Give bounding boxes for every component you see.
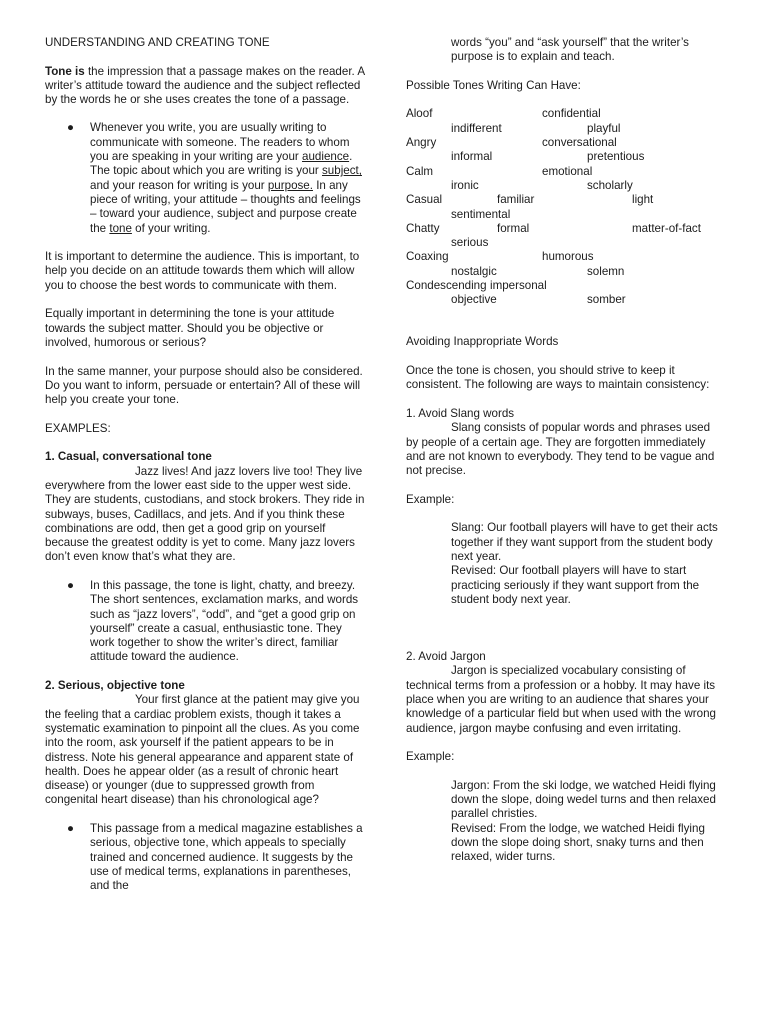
right-column: [406, 36, 724, 865]
example-1-passage: Jazz lives! And jazz lovers live too! They live everywhere from the lower east side to the upper west side. They are students, custodians, and stock brokers. They ride in subways, buses, Cadillacs, and jets. And if you think these combinations are odd, then get a good grip on yourself because the greatest oddity is yet to come. Many jazz lovers don’t even know that’s what they are.: [45, 464, 365, 564]
tone-word: playful: [587, 121, 621, 135]
intro-text: Whenever you write, you are usually writing to communicate with someone. The readers to whom you are speaking in your writing are your: [90, 121, 350, 164]
paragraph-subject: Equally important in determining the tone is your attitude towards the subject matter. Should you be objective or involved, humorous or serious?: [45, 307, 335, 349]
tone-word: emotional: [542, 164, 593, 178]
term-purpose: purpose.: [267, 178, 313, 192]
tones-heading: Possible Tones Writing Can Have:: [406, 78, 581, 92]
tone-word: Chatty: [406, 221, 440, 235]
tone-word: pretentious: [587, 150, 645, 164]
avoid-heading: Avoiding Inappropriate Words: [406, 335, 559, 349]
tone-word: matter-of-fact: [632, 221, 701, 235]
tone-word: Coaxing: [406, 250, 449, 264]
jargon-example: Jargon: From the ski lodge, we watched Heidi flying down the slope, doing wedel turns and then relaxed parallel christies.: [451, 778, 716, 821]
slang-revised: Revised: Our football players will have to start practicing seriously if they want support from the student body next year.: [451, 564, 700, 606]
tone-word: somber: [587, 293, 626, 307]
tone-word: humorous: [542, 250, 594, 264]
left-column: [45, 36, 365, 894]
tone-word: conversational: [542, 136, 617, 150]
tone-word: Aloof: [406, 107, 433, 121]
slang-description: Slang consists of popular words and phrases used by people of a certain age. They are forgotten immediately and are not known to everybody. They tend to be vague and not precise.: [406, 421, 715, 478]
example-1-bullet: [45, 579, 365, 665]
example-2-passage: Your first glance at the patient may give you the feeling that a cardiac problem exists, though it takes a systematic examination to pinpoint all the clues. As you come into the room, ask yourself if the patient appears to be in distress. Note his general appearance and apparent state of health. Does he appear older (as a result of chronic heart disease) or younger (due to suppressed growth from congenital heart disease) than his chronological age?: [45, 693, 360, 807]
intro-text: . The topic about which you are writing is your: [90, 150, 353, 178]
document-heading: UNDERSTANDING AND CREATING TONE: [45, 36, 270, 49]
example-2-bullet: [45, 822, 365, 893]
jargon-description: Jargon is specialized vocabulary consisting of technical terms from a profession or a hobby. It may have its place when you are writing to an audience that shares your knowledge of a particular field but when used with the wrong audience, jargon maybe confusing and even irritating.: [406, 664, 716, 735]
tone-word: sentimental: [451, 207, 511, 221]
tone-term: Tone is: [45, 64, 85, 78]
intro-text: In any piece of writing, your attitude – thoughts and feelings – toward your audience, subject and purpose create the: [90, 178, 361, 235]
example-2-title: 2. Serious, objective tone: [45, 679, 185, 693]
jargon-example-label: Example:: [406, 750, 455, 764]
continued-text: words “you” and “ask yourself” that the writer’s purpose is to explain and teach.: [451, 36, 689, 64]
example-1-title: 1. Casual, conversational tone: [45, 450, 212, 464]
tone-word: informal: [451, 150, 493, 164]
example-2-analysis: This passage from a medical magazine establishes a serious, objective tone, which appeals to specially trained and concerned audience. It suggests by the use of medical terms, explanations in parentheses, and the: [90, 822, 363, 893]
bullet-dot: ●: [67, 822, 75, 836]
term-audience: audience: [302, 150, 350, 164]
tone-word: Casual: [406, 193, 443, 207]
example-1-analysis: In this passage, the tone is light, chatty, and breezy. The short sentences, exclamation marks, and words such as “jazz lovers”, “odd”, and “get a good grip on yourself” create a casual, enthusiastic tone. They work together to show the writer’s direct, familiar attitude toward the audience.: [90, 578, 359, 664]
tone-word: impersonal: [490, 279, 547, 293]
tone-word: confidential: [542, 107, 601, 121]
term-subject: subject,: [322, 164, 362, 178]
jargon-revised: Revised: From the lodge, we watched Heidi flying down the slope doing short, snaky turns and then relaxed, wider turns.: [451, 821, 705, 864]
tone-word: Condescending: [406, 279, 487, 293]
tone-word: solemn: [587, 264, 625, 278]
term-tone: tone: [109, 221, 132, 235]
intro-text: of your writing.: [131, 221, 211, 235]
tone-word: Calm: [406, 164, 434, 178]
tone-word: objective: [451, 293, 497, 307]
tone-word: Angry: [406, 136, 437, 150]
bullet-dot: ●: [67, 578, 75, 592]
tone-word: scholarly: [587, 178, 633, 192]
tone-word: serious: [451, 236, 489, 250]
tone-definition: [45, 65, 365, 108]
slang-example: Slang: Our football players will have to get their acts together if they want support from the student body next year.: [451, 521, 718, 563]
tone-word: nostalgic: [451, 264, 497, 278]
tone-word: formal: [497, 221, 530, 235]
slang-example-label: Example:: [406, 492, 455, 506]
tones-list: [406, 107, 724, 307]
intro-text: and your reason for writing is your: [90, 178, 268, 192]
tone-word: familiar: [497, 193, 535, 207]
consistency-paragraph: Once the tone is chosen, you should strive to keep it consistent. The following are ways to maintain consistency:: [406, 364, 710, 392]
slang-title: 1. Avoid Slang words: [406, 406, 515, 420]
tone-definition-text: the impression that a passage makes on the reader. A writer’s attitude toward the audience and the subject reflected by the words he or she uses creates the tone of a passage.: [45, 64, 365, 107]
paragraph-purpose: In the same manner, your purpose should also be considered. Do you want to inform, persuade or entertain? All of these will help you create your tone.: [45, 364, 363, 407]
examples-label: EXAMPLES:: [45, 421, 111, 435]
tone-word: indifferent: [451, 121, 502, 135]
tone-word: light: [632, 193, 654, 207]
bullet-dot: ●: [67, 121, 75, 135]
tone-word: ironic: [451, 178, 479, 192]
paragraph-audience: It is important to determine the audience. This is important, to help you decide on an attitude towards them which will allow you to choose the best words to communicate with them.: [45, 250, 360, 292]
jargon-title: 2. Avoid Jargon: [406, 650, 486, 664]
intro-bullet: [45, 121, 365, 235]
